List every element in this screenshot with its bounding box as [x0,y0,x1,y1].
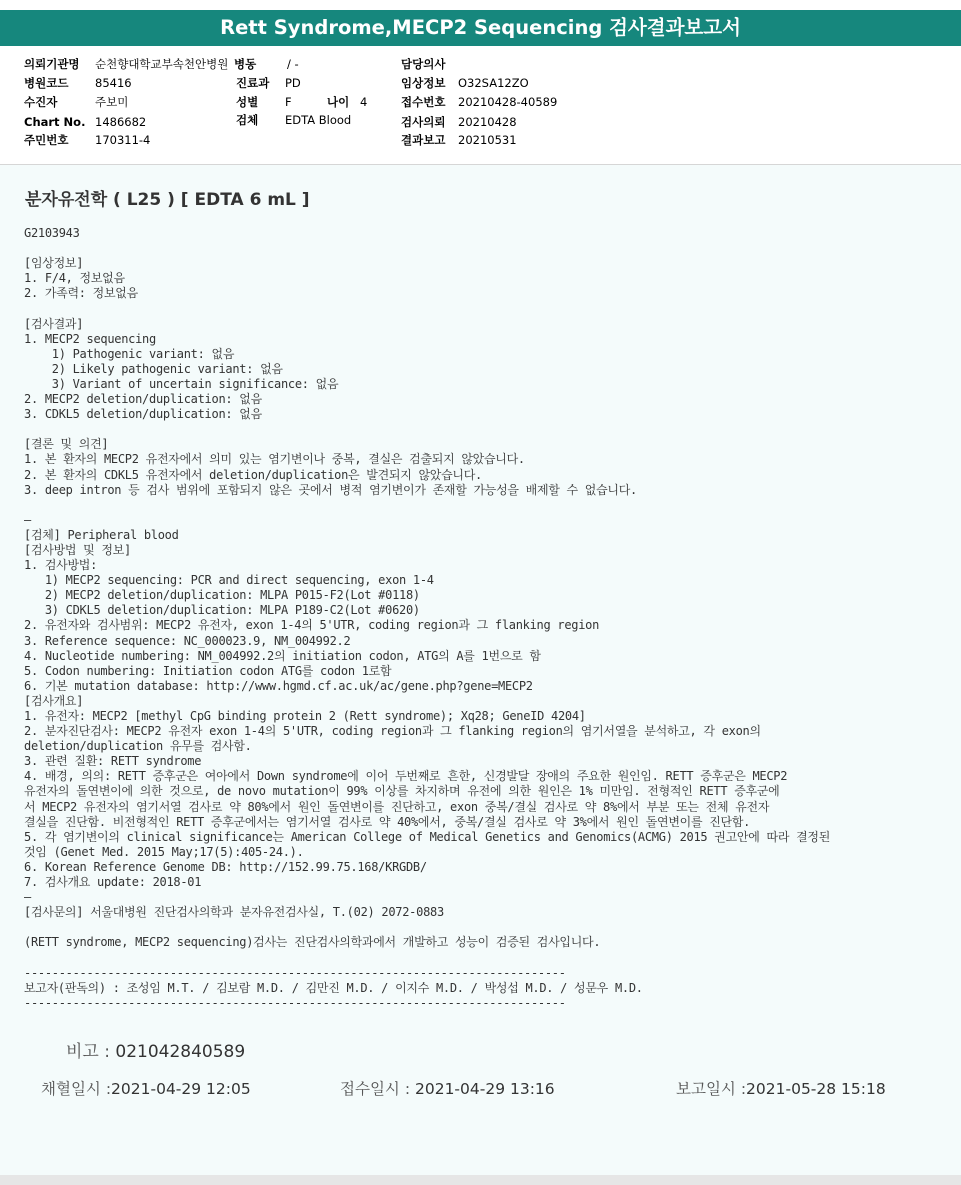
report-line: [결론 및 의견] [24,437,109,452]
section-title: 분자유전학 ( L25 ) [ EDTA 6 mL ] [25,190,310,210]
report-line: 2. MECP2 deletion/duplication: 없음 [24,392,262,407]
report-line: [검사결과] [24,316,84,331]
report-line: 결실을 진단함. 비전형적인 RETT 증후군에서는 염기서열 검사로 약 40%에서, 중복/결실 검사로 약 3%에서 원인 돌연변이를 진단함. [24,814,751,829]
report-line: 2) MECP2 deletion/duplication: MLPA P015-F2(Lot #0118) [24,588,420,603]
collect-time [41,1077,251,1099]
report-line: 2. 유전자와 검사범위: MECP2 유전자, exon 1-4의 5'UTR, coding region과 그 flanking region [24,618,600,633]
doctor-label: 담당의사 [401,57,446,71]
ward-label: 병동 [234,57,257,71]
report-line: 6. Korean Reference Genome DB: http://152.99.75.168/KRGDB/ [24,859,427,874]
report-line: 3) Variant of uncertain significance: 없음 [24,376,339,391]
report-line: 7. 검사개요 update: 2018-01 [24,875,202,890]
remark [66,1037,245,1062]
ward-value: / - [287,57,299,71]
receive-time [340,1077,555,1099]
report-line: 3. deep intron 등 검사 범위에 포함되지 않은 곳에서 병적 염기변이가 존재할 가능성을 배제할 수 없습니다. [24,482,637,497]
report-line: [임상정보] [24,256,84,271]
age-label: 나이 [327,95,350,109]
report-line: — [24,890,31,905]
report-line: 서 MECP2 유전자의 염기서열 검사로 약 80%에서 원인 돌연변이를 진단하고, exon 중복/결실 검사로 약 8%에서 부분 또는 전체 유전자 [24,799,770,814]
report-line [24,301,960,316]
rrn-value: 170311-4 [95,133,151,147]
receive-value: 2021-04-29 13:16 [414,1080,555,1098]
report-line: 5. Codon numbering: Initiation codon ATG를 codon 1로함 [24,663,392,678]
clinical-info-label: 임상정보 [401,76,446,90]
request-label: 검사의뢰 [401,115,446,129]
report-line: 3. Reference sequence: NC_000023.9, NM_004992.2 [24,633,351,648]
report-line: 3. 관련 질환: RETT syndrome [24,754,202,769]
report-line: G2103943 [24,226,80,240]
remark-label: 비고 : [66,1042,110,1062]
report-time-label: 보고일시 : [676,1080,747,1098]
report-line [24,951,960,966]
specimen-value: EDTA Blood [285,113,352,127]
report-line: 1. 유전자: MECP2 [methyl CpG binding protein 2 (Rett syndrome); Xq28; GeneID 4204] [24,709,586,723]
dept-value: PD [285,76,301,90]
report-line [24,498,960,513]
report-line: 3. CDKL5 deletion/duplication: 없음 [24,407,262,422]
report-time-value: 2021-05-28 15:18 [746,1080,886,1098]
institution-value: 순천향대학교부속천안병원 [95,57,229,71]
report-time [676,1077,886,1099]
report-line: 1) MECP2 sequencing: PCR and direct sequencing, exon 1-4 [24,573,434,588]
report-line: 보고자(판독의) : 조성임 M.T. / 김보람 M.D. / 김만진 M.D. / 이지수 M.D. / 박성섭 M.D. / 성문우 M.D. [24,980,643,995]
receipt-no-label: 접수번호 [401,95,446,109]
collect-value: 2021-04-29 12:05 [111,1080,251,1098]
report-line [24,422,960,437]
rrn-label: 주민번호 [24,133,69,147]
bottom-strip [0,1175,961,1185]
report-line: 3) CDKL5 deletion/duplication: MLPA P189-C2(Lot #0620) [24,603,420,618]
report-line: 5. 각 염기변이의 clinical significance는 American College of Medical Genetics and Genomics(ACMG) 2015 권고안에 따라 결정된 [24,829,831,844]
clinical-info-value: O32SA12ZO [458,76,529,90]
report-line: 1. 검사방법: [24,558,98,573]
receipt-no-value: 20210428-40589 [458,95,558,109]
report-text [24,226,960,1011]
patient-label: 수진자 [24,95,58,109]
request-value: 20210428 [458,115,517,129]
report-line: 1) Pathogenic variant: 없음 [24,346,235,361]
report-line: [검사방법 및 정보] [24,542,131,557]
sex-value: F [285,95,292,109]
dept-label: 진료과 [236,76,270,90]
report-line: — [24,512,31,527]
patient-value: 주보미 [95,95,129,109]
sex-label: 성별 [236,95,259,109]
hospital-code-label: 병원코드 [24,76,69,90]
report-line: 2. 가족력: 정보없음 [24,286,138,301]
report-line [24,241,960,256]
report-line: 2) Likely pathogenic variant: 없음 [24,361,283,376]
report-line: 1. 본 환자의 MECP2 유전자에서 의미 있는 염기변이나 중복, 결실은 검출되지 않았습니다. [24,452,525,467]
chart-no-label: Chart No. [24,115,86,129]
report-line: 4. Nucleotide numbering: NM_004992.2의 initiation codon, ATG의 A를 1번으로 함 [24,648,541,663]
report-line [24,920,960,935]
report-line: ------------------------------------------------------------------------------ [24,995,566,1010]
report-date-label: 결과보고 [401,133,446,147]
report-line: [검사개요] [24,693,84,708]
report-line: 것임 (Genet Med. 2015 May;17(5):405-24.). [24,844,304,859]
report-line: [검체] Peripheral blood [24,527,179,542]
report-line: 1. MECP2 sequencing [24,331,156,346]
chart-no-value: 1486682 [95,115,147,129]
report-date-value: 20210531 [458,133,517,147]
report-line: 4. 배경, 의의: RETT 증후군은 여아에서 Down syndrome에 이어 두번째로 흔한, 신경발달 장애의 주요한 원인임. RETT 증후군은 MECP2 [24,769,788,784]
report-line: 2. 본 환자의 CDKL5 유전자에서 deletion/duplication은 발견되지 않았습니다. [24,467,482,482]
receive-label: 접수일시 : [340,1080,411,1098]
specimen-label: 검체 [236,113,259,127]
collect-label: 채혈일시 : [41,1080,112,1098]
report-line: 6. 기본 mutation database: http://www.hgmd.cf.ac.uk/ac/gene.php?gene=MECP2 [24,678,533,693]
report-line: deletion/duplication 유무를 검사함. [24,739,252,754]
report-line: (RETT syndrome, MECP2 sequencing)검사는 진단검사의학과에서 개발하고 성능이 검증된 검사입니다. [24,935,601,950]
report-line: ------------------------------------------------------------------------------ [24,965,566,980]
institution-label: 의뢰기관명 [24,57,80,71]
report-title: Rett Syndrome,MECP2 Sequencing 검사결과보고서 [0,10,961,46]
report-line: 2. 분자진단검사: MECP2 유전자 exon 1-4의 5'UTR, coding region과 그 flanking region의 염기서열을 분석하고, 각 exon의 [24,724,761,739]
age-value: 4 [360,95,368,109]
report-line: 1. F/4, 정보없음 [24,271,125,286]
report-line: [검사문의] 서울대병원 진단검사의학과 분자유전검사실, T.(02) 2072-0883 [24,905,444,920]
hospital-code-value: 85416 [95,76,132,90]
patient-info-panel [0,46,961,165]
remark-value: 021042840589 [115,1042,246,1062]
report-line: 유전자의 돌연변이에 의한 것으로, de novo mutation이 99% 이상를 차지하며 유전에 의한 원인은 1% 미만임. 전형적인 RETT 증후군에 [24,784,780,799]
